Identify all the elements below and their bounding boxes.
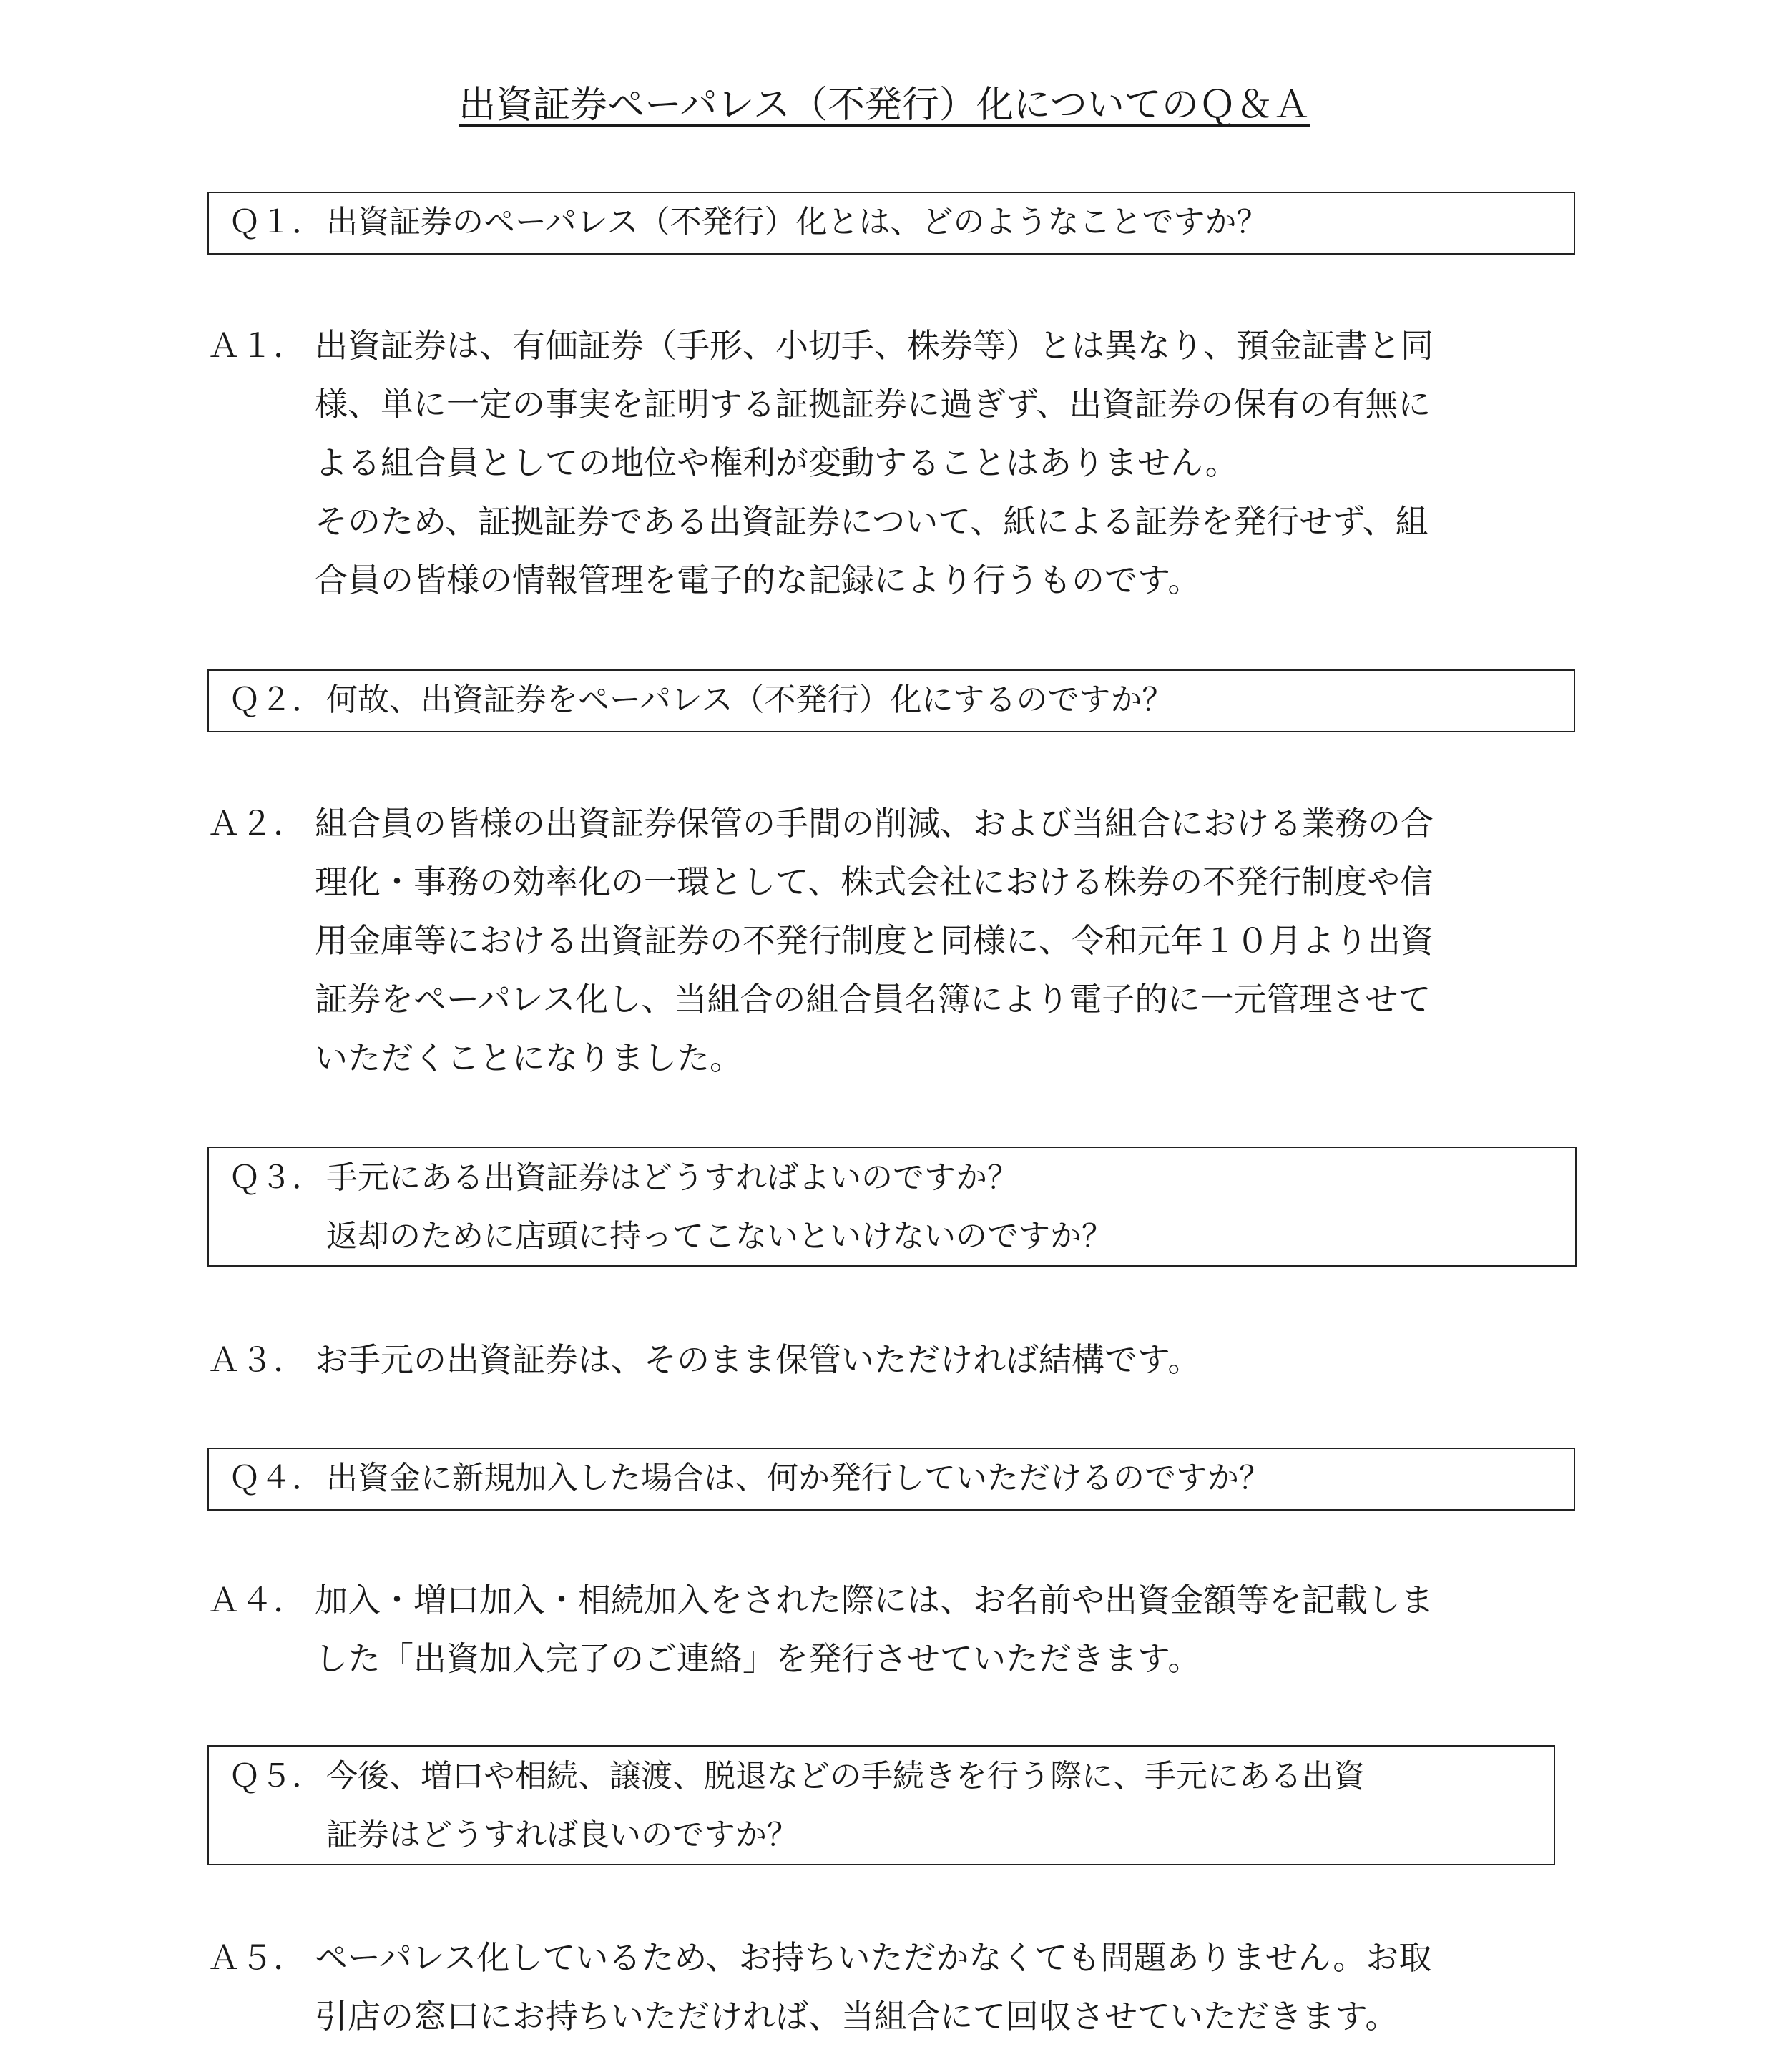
answer-text: お手元の出資証券は、そのまま保管いただければ結構です。: [315, 1340, 1201, 1379]
answer-line: [207, 375, 1552, 433]
document-title-text: 出資証券ペーパレス（不発行）化についてのＱ＆Ａ: [459, 84, 1310, 127]
question-text: 証券はどうすれば良いのですか？: [326, 1817, 798, 1853]
answer-line: [207, 1928, 1552, 1987]
question-label: Ｑ１．: [229, 204, 323, 240]
question-line: [229, 1806, 1539, 1865]
answer-label: Ａ５．: [207, 1938, 306, 1977]
question-label: Ｑ３．: [229, 1159, 323, 1196]
answer-line: [207, 1330, 1552, 1389]
answer-text: 出資証券は、有価証券（手形、小切手、株券等）とは異なり、預金証書と同: [315, 326, 1434, 365]
question-text: 出資証券のペーパレス（不発行）化とは、どのようなことですか？: [326, 204, 1268, 240]
question-line: [229, 1747, 1539, 1806]
question-line: [229, 1449, 1559, 1508]
answer-line: [207, 1987, 1552, 2046]
answer-text: ペーパレス化しているため、お持ちいただかなくても問題ありません。お取: [315, 1938, 1432, 1977]
answer-line: [207, 970, 1552, 1028]
document-title: [0, 80, 1769, 130]
answer-line: [207, 911, 1552, 970]
question-line: [229, 1207, 1561, 1266]
question-line: [229, 1149, 1561, 1207]
answer-text: 様、単に一定の事実を証明する証拠証券に過ぎず、出資証券の保有の有無に: [315, 385, 1431, 423]
answer-label: Ａ１．: [207, 326, 306, 365]
question-box-2: [207, 669, 1575, 732]
answer-text: 合員の皆様の情報管理を電子的な記録により行うものです。: [315, 561, 1201, 599]
answer-block-1: [207, 316, 1552, 609]
answer-text: 加入・増口加入・相続加入をされた際には、お名前や出資金額等を記載しま: [315, 1581, 1434, 1619]
question-box-4: [207, 1448, 1575, 1511]
answer-text: いただくことになりました。: [315, 1039, 743, 1077]
question-text: 何故、出資証券をペーパレス（不発行）化にするのですか？: [326, 682, 1174, 718]
question-text: 出資金に新規加入した場合は、何か発行していただけるのですか？: [326, 1460, 1270, 1496]
answer-line: [207, 1571, 1552, 1629]
answer-line: [207, 853, 1552, 911]
question-line: [229, 193, 1559, 252]
question-line: [229, 671, 1559, 730]
answer-text: 用金庫等における出資証券の不発行制度と同様に、令和元年１０月より出資: [315, 921, 1434, 960]
answer-line: [207, 433, 1552, 492]
answer-label: Ａ２．: [207, 804, 306, 843]
answer-block-4: [207, 1571, 1552, 1688]
answer-label: Ａ４．: [207, 1581, 306, 1619]
answer-text: 理化・事務の効率化の一環として、株式会社における株券の不発行制度や信: [315, 863, 1434, 901]
answer-text: 証券をペーパレス化し、当組合の組合員名簿により電子的に一元管理させて: [315, 980, 1431, 1018]
question-text: 今後、増口や相続、譲渡、脱退などの手続きを行う際に、手元にある出資: [326, 1758, 1365, 1794]
answer-line: [207, 551, 1552, 609]
answer-line: [207, 1028, 1552, 1087]
answer-text: そのため、証拠証券である出資証券について、紙による証券を発行せず、組: [315, 502, 1429, 541]
answer-line: [207, 794, 1552, 853]
question-text: 手元にある出資証券はどうすればよいのですか？: [326, 1159, 1019, 1196]
answer-text: 引店の窓口にお持ちいただければ、当組合にて回収させていただきます。: [315, 1997, 1398, 2036]
question-label: Ｑ４．: [229, 1460, 323, 1496]
answer-text: よる組合員としての地位や権利が変動することはありません。: [315, 443, 1238, 482]
answer-line: [207, 492, 1552, 551]
question-box-3: [207, 1147, 1577, 1267]
answer-block-3: [207, 1330, 1552, 1389]
answer-label: Ａ３．: [207, 1340, 306, 1379]
answer-block-2: [207, 794, 1552, 1087]
answer-line: [207, 1629, 1552, 1688]
question-box-5: [207, 1745, 1555, 1865]
answer-block-5: [207, 1928, 1552, 2046]
answer-text: 組合員の皆様の出資証券保管の手間の削減、および当組合における業務の合: [315, 804, 1434, 843]
question-text: 返却のために店頭に持ってこないといけないのですか？: [326, 1218, 1113, 1255]
answer-line: [207, 316, 1552, 375]
answer-text: した「出資加入完了のご連絡」を発行させていただきます。: [315, 1639, 1201, 1678]
question-label: Ｑ５．: [229, 1758, 323, 1794]
question-label: Ｑ２．: [229, 682, 323, 718]
question-box-1: [207, 192, 1575, 255]
